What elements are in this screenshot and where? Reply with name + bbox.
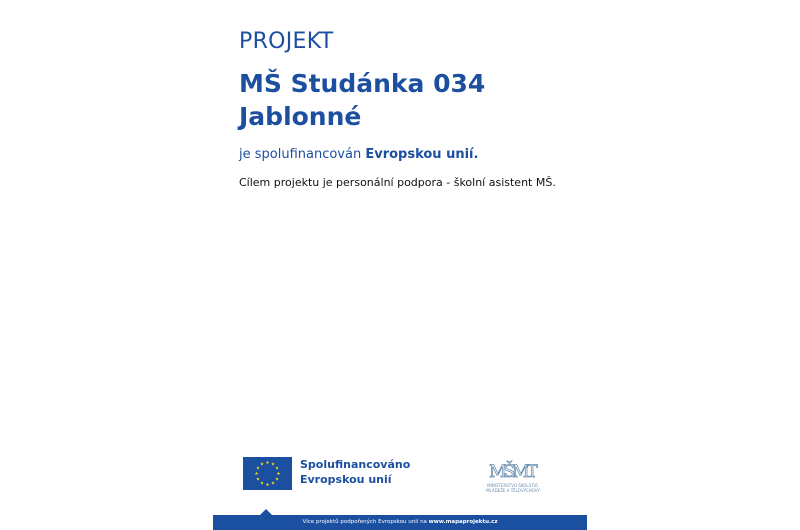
eu-logo-line1: Spolufinancováno	[300, 458, 411, 471]
project-title-line2: Jablonné	[239, 102, 362, 131]
msmt-logo-line1: MINISTERSTVO ŠKOLSTVÍ,	[487, 483, 539, 488]
eu-stars-icon	[243, 457, 292, 490]
project-description: Cílem projektu je personální podpora - školní asistent MŠ.	[239, 176, 556, 189]
cofinancing-statement	[239, 147, 478, 162]
msmt-logo-mark: MŠMT	[489, 462, 535, 482]
eu-logo-text	[300, 457, 410, 487]
eu-star-icon	[256, 477, 259, 480]
eu-star-icon	[275, 477, 278, 480]
eu-star-icon	[271, 481, 274, 484]
eu-star-icon	[266, 461, 269, 464]
cofinancing-eu: Evropskou unií.	[365, 147, 479, 162]
project-label: PROJEKT	[239, 29, 334, 54]
eu-star-icon	[275, 466, 278, 469]
project-title	[239, 67, 485, 133]
eu-star-icon	[260, 462, 263, 465]
eu-logo-line2: Evropskou unií	[300, 473, 392, 486]
footer-link[interactable]: www.mapaprojektu.cz	[428, 519, 498, 525]
msmt-logo-caption	[483, 483, 543, 493]
eu-star-icon	[266, 483, 269, 486]
cofinancing-prefix: je spolufinancován	[239, 147, 366, 162]
project-title-line1: MŠ Studánka 034	[239, 69, 486, 98]
footer-bar	[213, 515, 587, 530]
eu-star-icon	[255, 472, 258, 475]
msmt-logo-line2: MLÁDEŽE A TĚLOVÝCHOVY	[486, 488, 540, 493]
eu-star-icon	[260, 481, 263, 484]
eu-star-icon	[277, 472, 280, 475]
eu-star-icon	[256, 466, 259, 469]
eu-star-icon	[271, 462, 274, 465]
footer-text: Více projektů podpořených Evropskou unií na	[302, 519, 429, 525]
eu-flag-icon	[243, 457, 292, 490]
poster	[213, 0, 587, 530]
